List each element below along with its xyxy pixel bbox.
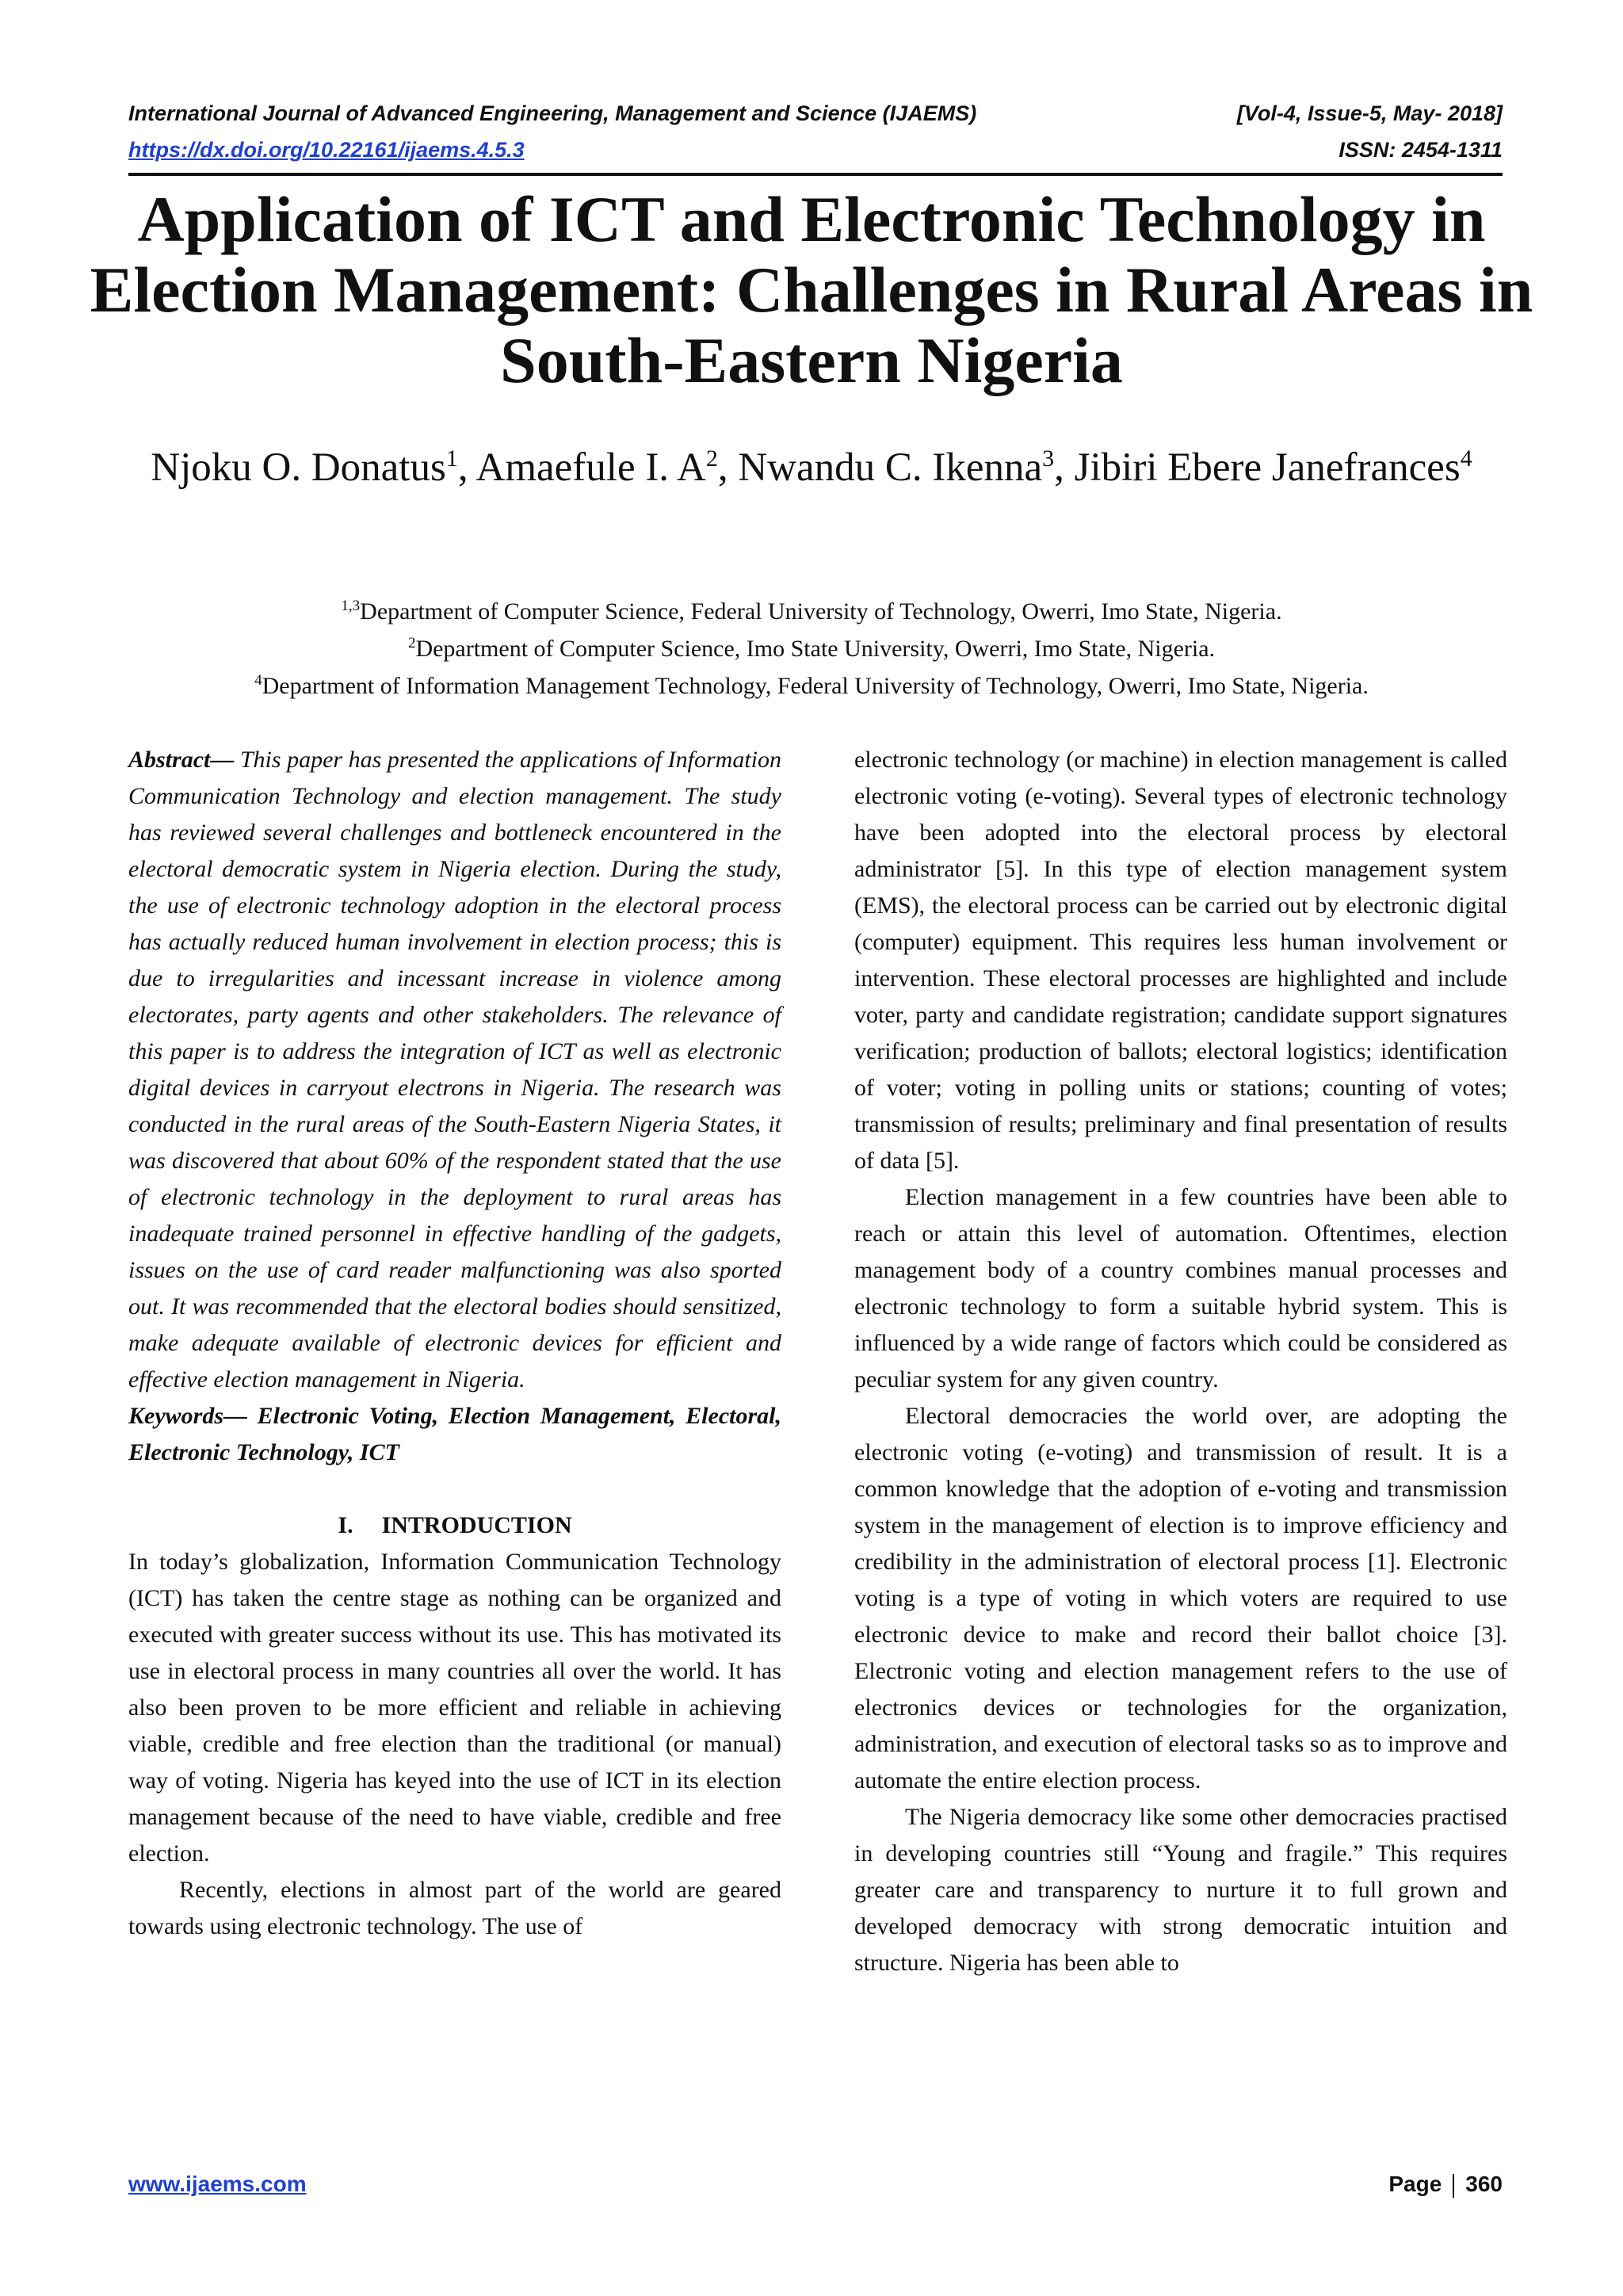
website-link[interactable]: www.ijaems.com xyxy=(128,2172,307,2196)
affiliation-text: Department of Computer Science, Imo State University, Owerri, Imo State, Nigeria. xyxy=(415,636,1216,662)
volume-info: [Vol-4, Issue-5, May- 2018] xyxy=(1236,101,1503,125)
author-sup: 1 xyxy=(445,445,458,472)
affiliation-sup: 4 xyxy=(254,672,262,689)
page-number: 360 xyxy=(1465,2172,1503,2196)
affiliation-text: Department of Computer Science, Federal University of Technology, Owerri, Imo State, Nigeria. xyxy=(360,598,1282,625)
body-paragraph: electronic technology (or machine) in election management is called electronic voting (e-voting). Several types of electronic technology have been adopted into the electoral process by electoral administrator [5]. In this type of election management system (EMS), the electoral process can be carried out by electronic digital (computer) equipment. This requires less human involvement or intervention. These electoral processes are highlighted and include voter, party and candidate registration; candidate support signatures verification; production of ballots; electoral logistics; identification of voter; voting in polling units or stations; counting of votes; transmission of results; preliminary and final presentation of results of data [5]. xyxy=(854,747,1507,1174)
author-sup: 3 xyxy=(1042,445,1055,472)
author-name: Njoku O. Donatus xyxy=(151,445,446,490)
affiliation-sup: 1,3 xyxy=(341,598,361,614)
keywords: Keywords— Electronic Voting, Election Management, Electoral, Electronic Technology, ICT xyxy=(128,1403,781,1465)
abstract xyxy=(128,742,781,1398)
author-list: Njoku O. Donatus$^1$, Amaefule I. $A^2$, Nwandu C. Ikenna$^3$, Jibiri Ebere Janefrances$^4$ xyxy=(151,445,1472,490)
doi-link[interactable]: https://dx.doi.org/10.22161/ijaems.4.5.3 xyxy=(128,138,525,162)
body-paragraph: Recently, elections in almost part of the world are geared towards using electronic technology. The use of xyxy=(128,1877,781,1939)
right-column xyxy=(854,742,1507,1981)
page-divider xyxy=(1453,2174,1454,2198)
author-name: Jibiri Ebere Janefrances xyxy=(1074,445,1461,490)
journal-name: International Journal of Advanced Engineering, Management and Science (IJAEMS) xyxy=(128,101,977,125)
issn: ISSN: 2454-1311 xyxy=(1338,138,1503,162)
author-name: Nwandu C. Ikenna xyxy=(738,445,1043,490)
running-header xyxy=(128,101,1503,130)
section-title: INTRODUCTION xyxy=(381,1512,572,1538)
section-number: I. xyxy=(338,1512,353,1538)
author-name: Amaefule I. A xyxy=(475,445,706,490)
running-header-line-2 xyxy=(128,138,1503,166)
affiliation xyxy=(95,596,1528,628)
abstract-text: This paper has presented the applications of Information Communication Technology and election management. The study has reviewed several challenges and bottleneck encountered in the electoral democratic system in Nigeria election. During the study, the use of electronic technology adoption in the electoral process has actually reduced human involvement in election process; this is due to irregularities and incessant increase in violence among electorates, party agents and other stakeholders. The relevance of this paper is to address the integration of ICT as well as electronic digital devices in carryout electrons in Nigeria. The research was conducted in the rural areas of the South-Eastern Nigeria States, it was discovered that about 60% of the respondent stated that the use of electronic technology in the deployment to rural areas has inadequate trained personnel in effective handling of the gadgets, issues on the use of card reader malfunctioning was also sported out. It was recommended that the electoral bodies should sensitized, make adequate available of electronic devices for efficient and effective election management in Nigeria. xyxy=(128,747,781,1392)
affiliation xyxy=(95,633,1528,665)
body-paragraph: Electoral democracies the world over, are adopting the electronic voting (e-voting) and transmission of result. It is a common knowledge that the adoption of e-voting and transmission system in the management of election is to improve efficiency and credibility in the administration of electoral process [1]. Electronic voting is a type of voting in which voters are required to use electronic device to make and record their ballot choice [3]. Electronic voting and election management refers to the use of electronics devices or technologies for the organization, administration, and execution of electoral tasks so as to improve and automate the entire election process. xyxy=(854,1403,1507,1794)
affiliation-sup: 2 xyxy=(407,635,416,651)
affiliation-text: Department of Information Management Technology, Federal University of Technology, Owerri, Imo State, Nigeria. xyxy=(262,673,1369,699)
page-number-block xyxy=(1388,2172,1503,2198)
section-heading xyxy=(128,1507,781,1544)
author-sup: 4 xyxy=(1460,445,1472,472)
abstract-label: Abstract— xyxy=(128,747,235,773)
body-paragraph: The Nigeria democracy like some other democracies practised in developing countries still “Young and fragile.” This requires greater care and transparency to nurture it to full grown and developed democracy with strong democratic intuition and structure. Nigeria has been able to xyxy=(854,1804,1507,1976)
body-paragraph: In today’s globalization, Information Communication Technology (ICT) has taken the centre stage as nothing can be organized and executed with greater success without its use. This has motivated its use in electoral process in many countries all over the world. It has also been proven to be more efficient and reliable in achieving viable, credible and free election than the traditional (or manual) way of voting. Nigeria has keyed into the use of ICT in its election management because of the need to have viable, credible and free election. xyxy=(128,1549,781,1866)
page-label: Page xyxy=(1388,2172,1442,2196)
affiliation xyxy=(95,670,1528,702)
body-paragraph: Election management in a few countries have been able to reach or attain this level of automation. Oftentimes, election management body of a country combines manual processes and electronic technology to form a suitable hybrid system. This is influenced by a wide range of factors which could be considered as peculiar system for any given country. xyxy=(854,1184,1507,1392)
paper-title: Application of ICT and Electronic Technology in Election Management: Challenges in Rural Areas in South-Eastern Nigeria xyxy=(90,183,1533,396)
author-sup: 2 xyxy=(705,445,718,472)
header-rule xyxy=(128,173,1503,176)
left-column xyxy=(128,742,781,1945)
